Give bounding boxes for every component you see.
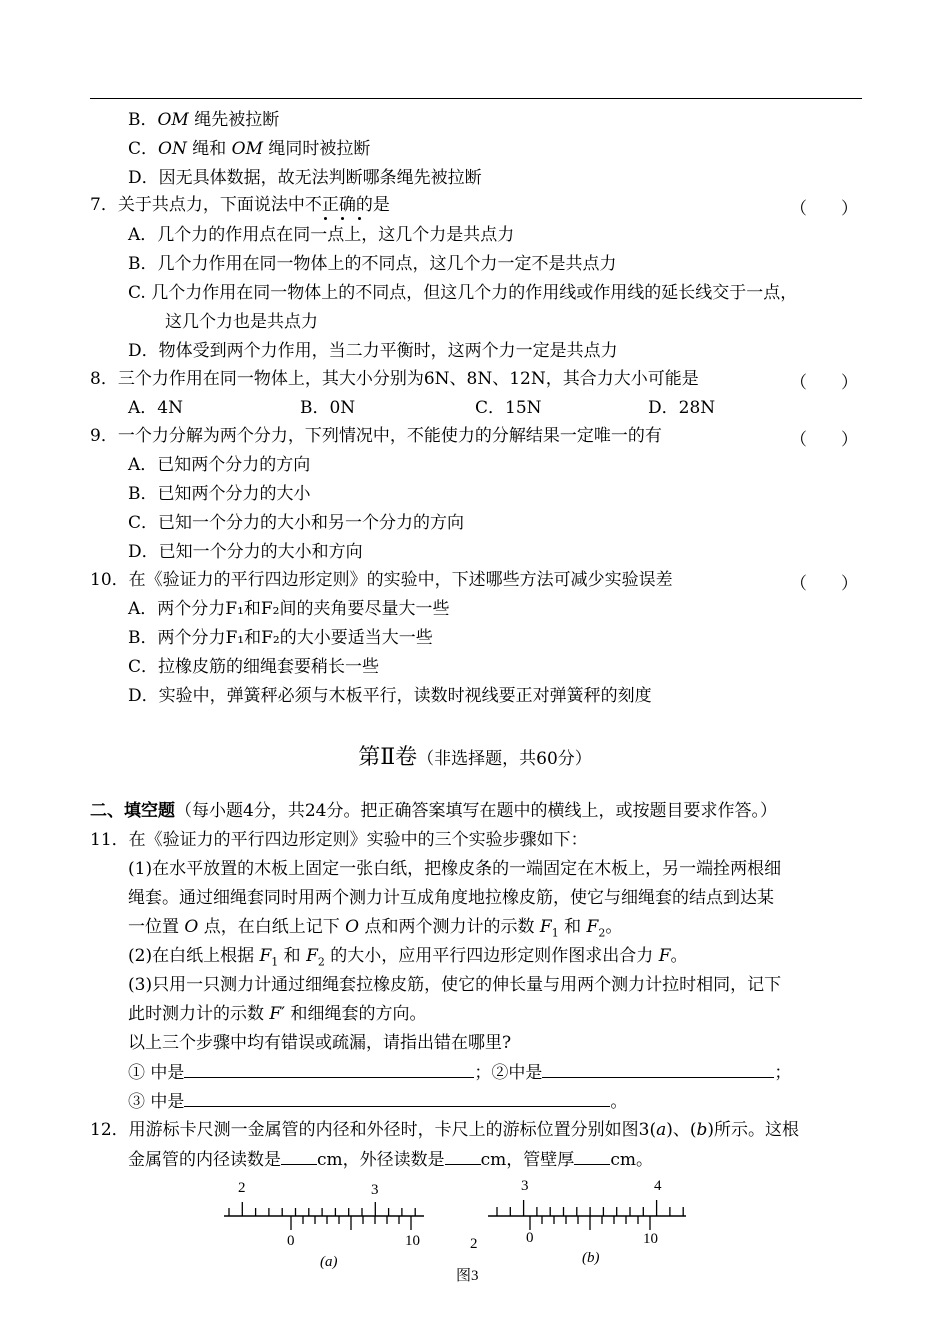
q12-stem: 12．用游标卡尺测一金属管的内径和外径时，卡尺上的游标位置分别如图3(a)、(b)所示。这根 [90,1120,800,1140]
outer-diameter-blank[interactable] [445,1148,481,1165]
q11-stem: 11．在《验证力的平行四边形定则》实验中的三个实验步骤如下： [90,830,588,850]
section2-title: 二、填空题 [90,801,175,821]
q7-option-c-cont: 这几个力也是共点力 [165,312,318,332]
answer-end: 。 [610,1092,628,1112]
q11-step1-cont2: 一位置 O 点，在白纸上记下 O 点和两个测力计的示数 $F_1$ 和 $F_2$。 [128,917,623,940]
q12-outer-label: cm，外径读数是 [317,1150,445,1170]
q9-answer-paren: （ ） [790,430,858,450]
figure-caption: 图3 [456,1268,479,1284]
q8-option-c: C．15N [475,398,542,418]
q11-answer-line-2 [128,1090,627,1113]
main-label-a-2: 2 [238,1180,246,1196]
answer3-label: ③ 中是 [128,1092,185,1112]
q7-option-a: A．几个力的作用点在同一点上，这几个力是共点力 [128,225,515,245]
vernier-scale-a [224,1202,424,1230]
q9-option-c: C．已知一个分力的大小和另一个分力的方向 [128,513,465,533]
q11-answer-line-1 [128,1061,791,1084]
q10-option-b: B．两个分力F₁和F₂的大小要适当大一些 [128,628,433,648]
q12-unit-end: cm。 [610,1150,653,1170]
q8-stem: 8．三个力作用在同一物体上，其大小分别为6N、8N、12N，其合力大小可能是 [90,369,699,389]
part2-title [0,740,950,771]
q10-option-a: A．两个分力F₁和F₂间的夹角要尽量大一些 [128,599,450,619]
vernier-label-a-0: 0 [287,1233,295,1249]
q11-question: 以上三个步骤中均有错误或疏漏，请指出错在哪里? [128,1033,512,1053]
thickness-blank[interactable] [574,1148,610,1165]
q10-answer-paren: （ ） [790,574,858,594]
vernier-scale-b [488,1200,686,1230]
q8-option-d: D．28N [648,398,716,418]
q7-answer-paren: （ ） [790,199,858,219]
q7-option-c: C. 几个力作用在同一物体上的不同点，但这几个力的作用线或作用线的延长线交于一点， [128,283,798,303]
q11-step2: (2)在白纸上根据 $F_1$ 和 $F_2$ 的大小，应用平行四边形定则作图求出合力 F。 [128,946,688,969]
main-label-a-3: 3 [371,1182,379,1198]
answer1-blank[interactable] [184,1061,474,1078]
emphasis-dot [341,217,344,220]
figure-3 [0,1170,950,1342]
vernier-label-a-10: 10 [405,1233,420,1249]
q6-option-d: D．因无具体数据，故无法判断哪条绳先被拉断 [128,168,482,188]
q12-thickness-label: cm，管壁厚 [480,1150,575,1170]
caption-b: (b) [582,1250,600,1266]
q7-option-d: D．物体受到两个力作用，当二力平衡时，这两个力一定是共点力 [128,341,618,361]
header-rule [90,98,862,99]
answer1-label: ① 中是 [128,1063,185,1083]
q10-stem: 10．在《验证力的平行四边形定则》的实验中，下述哪些方法可减少实验误差 [90,570,673,590]
q8-option-b: B．0N [300,398,356,418]
q7-option-b: B．几个力作用在同一物体上的不同点，这几个力一定不是共点力 [128,254,617,274]
extra-label-b-2: 2 [470,1236,478,1252]
q8-option-a: A．4N [128,398,183,418]
q8-answer-paren: （ ） [790,373,858,393]
vernier-label-b-0: 0 [526,1230,534,1246]
inner-diameter-blank[interactable] [281,1148,317,1165]
q6-option-b: B．OM 绳先被拉断 [128,110,280,130]
emphasis-dot [358,217,361,220]
answer2-blank[interactable] [542,1061,774,1078]
answer-sep: ； [774,1063,792,1083]
q11-step1-cont: 绳套。通过细绳套同时用两个测力计互成角度地拉橡皮筋，使它与细绳套的结点到达某 [128,888,774,908]
q7-stem: 7．关于共点力，下面说法中不正确的是 [90,195,390,215]
section2-note: （每小题4分，共24分。把正确答案填写在题中的横线上，或按题目要求作答。） [175,801,777,821]
main-label-b-3: 3 [521,1178,529,1194]
answer3-blank[interactable] [184,1090,610,1107]
q10-option-d: D．实验中，弹簧秤必须与木板平行，读数时视线要正对弹簧秤的刻度 [128,686,652,706]
q9-option-d: D．已知一个分力的大小和方向 [128,542,363,562]
caption-a: (a) [320,1254,338,1270]
q9-stem: 9．一个力分解为两个分力，下列情况中，不能使力的分解结果一定唯一的有 [90,426,662,446]
q9-option-a: A．已知两个分力的方向 [128,455,311,475]
main-label-b-4: 4 [654,1178,662,1194]
q10-option-c: C．拉橡皮筋的细绳套要稍长一些 [128,657,380,677]
section2-heading [90,800,777,822]
q11-step1: (1)在水平放置的木板上固定一张白纸，把橡皮条的一端固定在木板上，另一端拴两根细 [128,859,782,879]
q11-step3-cont: 此时测力计的示数 F′ 和细绳套的方向。 [128,1004,427,1024]
q6-option-c: C．ON 绳和 OM 绳同时被拉断 [128,139,371,159]
answer2-label: ；②中是 [474,1063,543,1083]
q9-option-b: B．已知两个分力的大小 [128,484,311,504]
q12-inner-label: 金属管的内径读数是 [128,1150,281,1170]
vernier-label-b-10: 10 [643,1231,658,1247]
q11-step3: (3)只用一只测力计通过细绳套拉橡皮筋，使它的伸长量与用两个测力计拉时相同，记下 [128,975,782,995]
part2-title-main: 第Ⅱ卷 [358,745,418,770]
part2-subtitle: （非选择题，共60分） [417,749,592,769]
emphasis-dot [324,217,327,220]
q12-stem-cont [128,1148,653,1171]
